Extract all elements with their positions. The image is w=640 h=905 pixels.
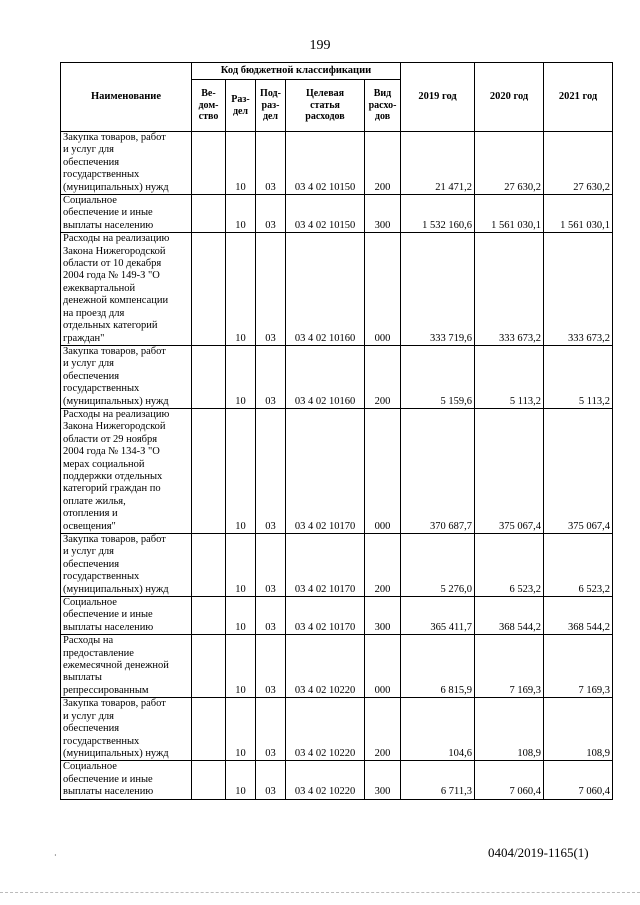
- row-name-line: (муниципальных) нужд: [63, 181, 169, 193]
- cell-podrazdel: 03: [256, 698, 286, 761]
- row-name-line: поддержки отдельных: [63, 470, 163, 482]
- cell-2021: 6 523,2: [544, 534, 613, 597]
- cell-2020: 27 630,2: [475, 132, 544, 195]
- row-name-line: Расходы на: [63, 635, 114, 647]
- cell-vedomstvo: [192, 698, 226, 761]
- cell-2020: 6 523,2: [475, 534, 544, 597]
- cell-2020: 5 113,2: [475, 345, 544, 408]
- row-name-line: выплаты населению: [63, 219, 154, 231]
- page-bottom-edge: [0, 892, 640, 893]
- header-line: расходов: [305, 111, 345, 123]
- table-row: [61, 597, 613, 635]
- row-name: [61, 698, 192, 761]
- row-name-line: репрессированным: [63, 684, 149, 696]
- row-name-line: Закупка товаров, работ: [63, 534, 166, 545]
- cell-razdel: 10: [226, 195, 256, 233]
- cell-target-article: 03 4 02 10160: [286, 233, 365, 346]
- row-name-line: и услуг для: [63, 710, 114, 722]
- header-line: Целевая: [305, 88, 345, 100]
- row-name: [61, 635, 192, 698]
- header-name: Наименование: [61, 63, 192, 132]
- row-name-line: обеспечения: [63, 156, 120, 168]
- row-name-line: и услуг для: [63, 358, 114, 370]
- header-expense-type: [365, 80, 401, 132]
- row-name-line: государственных: [63, 383, 140, 395]
- row-name-line: оплате жилья,: [63, 495, 126, 507]
- row-name: [61, 534, 192, 597]
- cell-2019: 1 532 160,6: [401, 195, 475, 233]
- row-name-line: и услуг для: [63, 144, 114, 156]
- row-name-line: выплаты: [63, 672, 102, 684]
- row-name-line: государственных: [63, 735, 140, 747]
- header-code-group: Код бюджетной классификации: [192, 63, 401, 80]
- header-vedomstvo: [192, 80, 226, 132]
- row-name-line: Закупка товаров, работ: [63, 698, 166, 710]
- row-name-line: (муниципальных) нужд: [63, 747, 169, 759]
- cell-podrazdel: 03: [256, 132, 286, 195]
- cell-2021: 1 561 030,1: [544, 195, 613, 233]
- cell-razdel: 10: [226, 597, 256, 635]
- header-2019: 2019 год: [401, 63, 475, 132]
- table-row: [61, 635, 613, 698]
- row-name-line: обеспечение и иные: [63, 207, 153, 219]
- table-row: [61, 698, 613, 761]
- table-row: [61, 408, 613, 533]
- cell-podrazdel: 03: [256, 408, 286, 533]
- header-line: расхо-: [368, 99, 397, 111]
- header-line: ство: [198, 111, 219, 123]
- cell-podrazdel: 03: [256, 761, 286, 799]
- cell-podrazdel: 03: [256, 635, 286, 698]
- row-name-line: обеспечения: [63, 558, 120, 570]
- row-name-line: Социальное: [63, 761, 117, 773]
- cell-podrazdel: 03: [256, 233, 286, 346]
- row-name-line: Расходы на реализацию: [63, 408, 170, 420]
- row-name-line: 2004 года № 149-З "О: [63, 270, 160, 282]
- header-line: дел: [232, 105, 249, 117]
- row-name-line: (муниципальных) нужд: [63, 583, 169, 595]
- cell-razdel: 10: [226, 698, 256, 761]
- cell-razdel: 10: [226, 635, 256, 698]
- cell-vedomstvo: [192, 761, 226, 799]
- header-target-article: [286, 80, 365, 132]
- cell-vedomstvo: [192, 132, 226, 195]
- row-name-line: обеспечение и иные: [63, 609, 153, 621]
- cell-2021: 333 673,2: [544, 233, 613, 346]
- cell-2020: 333 673,2: [475, 233, 544, 346]
- cell-expense-type: 200: [365, 534, 401, 597]
- row-name-line: (муниципальных) нужд: [63, 395, 169, 407]
- cell-2019: 333 719,6: [401, 233, 475, 346]
- cell-razdel: 10: [226, 345, 256, 408]
- cell-2020: 375 067,4: [475, 408, 544, 533]
- cell-2020: 1 561 030,1: [475, 195, 544, 233]
- row-name-line: Закона Нижегородской: [63, 245, 166, 257]
- table-row: [61, 195, 613, 233]
- row-name-line: обеспечение и иные: [63, 773, 153, 785]
- cell-podrazdel: 03: [256, 195, 286, 233]
- table-row: [61, 132, 613, 195]
- cell-2019: 5 159,6: [401, 345, 475, 408]
- cell-2020: 7 060,4: [475, 761, 544, 799]
- cell-target-article: 03 4 02 10220: [286, 698, 365, 761]
- cell-expense-type: 300: [365, 597, 401, 635]
- cell-2019: 104,6: [401, 698, 475, 761]
- row-name-line: и услуг для: [63, 546, 114, 558]
- header-line: статья: [310, 99, 340, 111]
- cell-vedomstvo: [192, 233, 226, 346]
- cell-2020: 368 544,2: [475, 597, 544, 635]
- row-name-line: области от 10 декабря: [63, 258, 162, 270]
- row-name: [61, 195, 192, 233]
- cell-2020: 108,9: [475, 698, 544, 761]
- cell-vedomstvo: [192, 345, 226, 408]
- row-name: [61, 761, 192, 799]
- budget-table: [60, 62, 613, 800]
- cell-expense-type: 000: [365, 233, 401, 346]
- row-name-line: мерах социальной: [63, 458, 145, 470]
- table-row: [61, 233, 613, 346]
- row-name-line: отопления и: [63, 508, 118, 520]
- row-name: [61, 345, 192, 408]
- cell-vedomstvo: [192, 408, 226, 533]
- table-row: [61, 345, 613, 408]
- header-podrazdel: [256, 80, 286, 132]
- page-number: 199: [309, 38, 331, 53]
- header-2021: 2021 год: [544, 63, 613, 132]
- table-row: [61, 534, 613, 597]
- cell-vedomstvo: [192, 534, 226, 597]
- margin-dot: ·: [54, 851, 57, 860]
- row-name-line: категорий граждан по: [63, 483, 161, 495]
- row-name-line: Социальное: [63, 195, 117, 207]
- row-name-line: Социальное: [63, 597, 117, 609]
- row-name-line: обеспечения: [63, 723, 120, 735]
- cell-2021: 375 067,4: [544, 408, 613, 533]
- header-line: раз-: [261, 99, 280, 111]
- table-row: [61, 761, 613, 799]
- cell-target-article: 03 4 02 10170: [286, 408, 365, 533]
- header-line: Вид: [373, 88, 392, 100]
- header-2020: 2020 год: [475, 63, 544, 132]
- cell-target-article: 03 4 02 10150: [286, 195, 365, 233]
- cell-2021: 27 630,2: [544, 132, 613, 195]
- row-name-line: выплаты населению: [63, 621, 154, 633]
- row-name-line: на проезд для: [63, 307, 125, 319]
- row-name-line: освещения": [63, 520, 116, 532]
- cell-expense-type: 300: [365, 195, 401, 233]
- row-name-line: предоставление: [63, 647, 134, 659]
- row-name-line: обеспечения: [63, 370, 120, 382]
- header-line: Раз-: [231, 94, 250, 105]
- row-name-line: денежной компенсации: [63, 295, 169, 307]
- cell-target-article: 03 4 02 10220: [286, 635, 365, 698]
- cell-razdel: 10: [226, 233, 256, 346]
- cell-2021: 368 544,2: [544, 597, 613, 635]
- cell-2019: 6 815,9: [401, 635, 475, 698]
- cell-razdel: 10: [226, 761, 256, 799]
- row-name-line: Закупка товаров, работ: [63, 132, 166, 143]
- table-body: [61, 132, 613, 800]
- row-name-line: Закупка товаров, работ: [63, 345, 166, 357]
- cell-target-article: 03 4 02 10160: [286, 345, 365, 408]
- cell-2021: 7 060,4: [544, 761, 613, 799]
- row-name-line: Закона Нижегородской: [63, 421, 166, 433]
- row-name: [61, 132, 192, 195]
- cell-2019: 5 276,0: [401, 534, 475, 597]
- cell-2021: 7 169,3: [544, 635, 613, 698]
- row-name: [61, 597, 192, 635]
- cell-target-article: 03 4 02 10170: [286, 534, 365, 597]
- cell-razdel: 10: [226, 534, 256, 597]
- row-name-line: 2004 года № 134-З "О: [63, 446, 160, 458]
- cell-podrazdel: 03: [256, 597, 286, 635]
- cell-target-article: 03 4 02 10220: [286, 761, 365, 799]
- table-header: [61, 63, 613, 132]
- cell-2019: 365 411,7: [401, 597, 475, 635]
- cell-expense-type: 000: [365, 408, 401, 533]
- row-name-line: государственных: [63, 571, 140, 583]
- cell-2019: 21 471,2: [401, 132, 475, 195]
- header-line: дел: [262, 111, 279, 123]
- cell-podrazdel: 03: [256, 345, 286, 408]
- header-line: дом-: [198, 99, 219, 111]
- cell-expense-type: 200: [365, 132, 401, 195]
- row-name-line: ежемесячной денежной: [63, 660, 169, 672]
- cell-vedomstvo: [192, 635, 226, 698]
- row-name-line: граждан": [63, 332, 105, 344]
- row-name-line: выплаты населению: [63, 786, 154, 798]
- cell-target-article: 03 4 02 10170: [286, 597, 365, 635]
- header-razdel: [226, 80, 256, 132]
- cell-2019: 370 687,7: [401, 408, 475, 533]
- row-name-line: государственных: [63, 169, 140, 181]
- row-name-line: ежеквартальной: [63, 282, 136, 294]
- header-line: дов: [374, 111, 391, 123]
- cell-vedomstvo: [192, 195, 226, 233]
- document-code: 0404/2019-1165(1): [488, 845, 589, 860]
- cell-razdel: 10: [226, 132, 256, 195]
- cell-target-article: 03 4 02 10150: [286, 132, 365, 195]
- cell-expense-type: 300: [365, 761, 401, 799]
- cell-expense-type: 000: [365, 635, 401, 698]
- header-line: Ве-: [201, 88, 216, 100]
- header-line: Под-: [260, 88, 281, 100]
- row-name-line: Расходы на реализацию: [63, 233, 170, 245]
- cell-razdel: 10: [226, 408, 256, 533]
- cell-2021: 108,9: [544, 698, 613, 761]
- row-name: [61, 233, 192, 346]
- cell-vedomstvo: [192, 597, 226, 635]
- cell-2019: 6 711,3: [401, 761, 475, 799]
- cell-2021: 5 113,2: [544, 345, 613, 408]
- cell-podrazdel: 03: [256, 534, 286, 597]
- cell-2020: 7 169,3: [475, 635, 544, 698]
- row-name: [61, 408, 192, 533]
- cell-expense-type: 200: [365, 698, 401, 761]
- cell-expense-type: 200: [365, 345, 401, 408]
- row-name-line: отдельных категорий: [63, 320, 158, 332]
- row-name-line: области от 29 ноября: [63, 433, 158, 445]
